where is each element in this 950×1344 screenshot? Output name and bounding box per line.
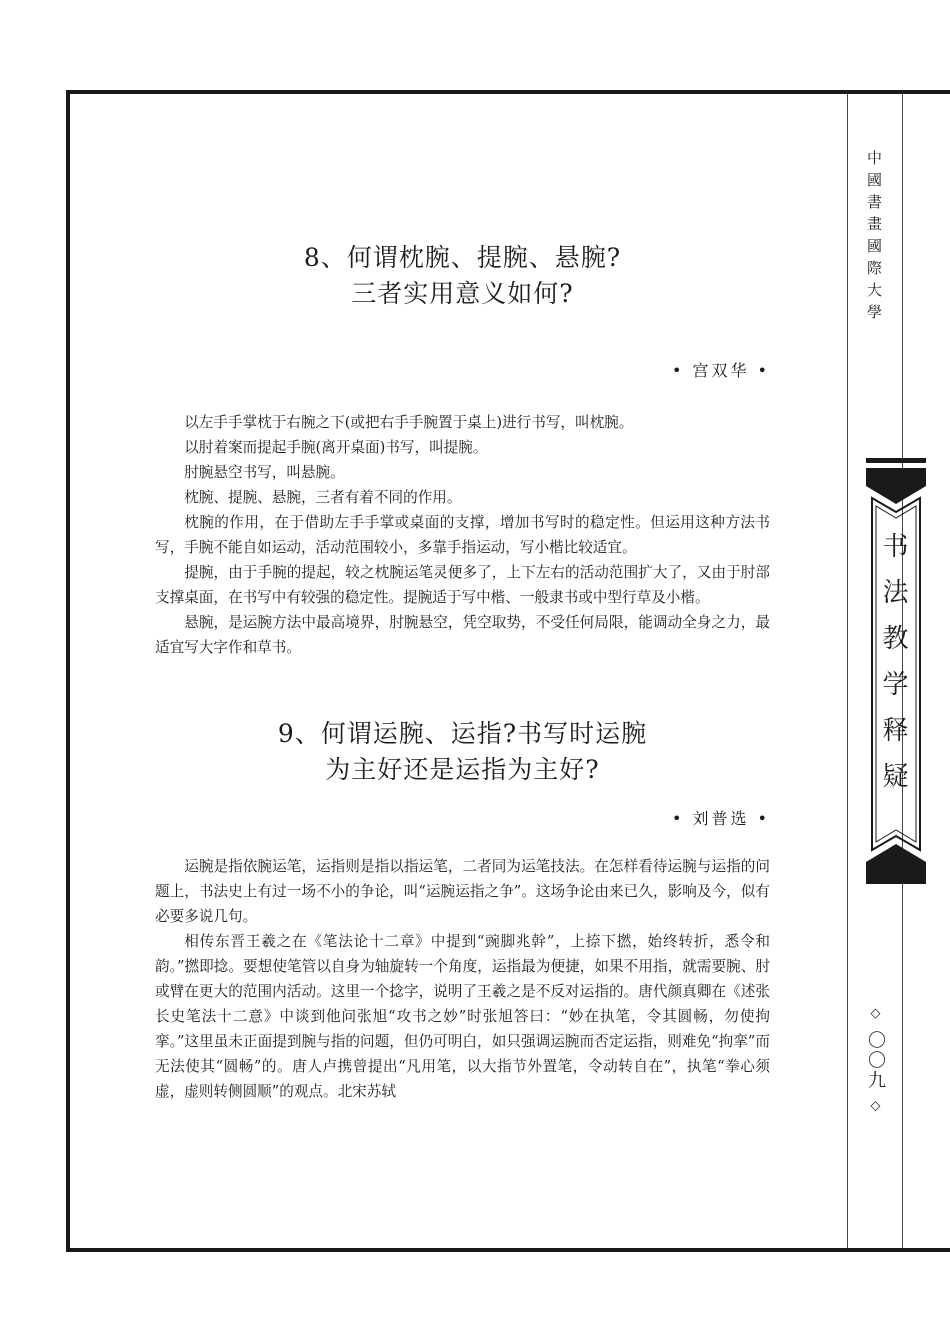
paragraph: 以肘着案而提起手腕(离开桌面)书写，叫提腕。 (184, 439, 488, 456)
page-frame-bottom-rule (66, 1248, 950, 1252)
paragraph: 以左手手掌枕于右腕之下(或把右手手腕置于桌上)进行书写，叫枕腕。 (184, 414, 634, 431)
paragraph: 运腕是指依腕运笔，运指则是指以指运笔，二者同为运笔技法。在怎样看待运腕与运指的问题上，书法史上有过一场不小的争论，叫“运腕运指之争”。这场争论由来已久，影响及今，似有必要多说几句。 (155, 858, 770, 925)
question-8-title-line-2: 三者实用意义如何? (351, 279, 574, 308)
question-8-body (155, 410, 770, 660)
question-9-heading (155, 716, 770, 788)
page-frame-left-rule (66, 90, 70, 1252)
question-9-body (155, 854, 770, 1104)
page-number-block (862, 1006, 888, 1115)
question-8-author: • 宫双华 • (671, 361, 770, 380)
paragraph: 枕腕的作用，在于借助左手手掌或桌面的支撑，增加书写时的稳定性。但运用这种方法书写，手腕不能自如运动，活动范围较小，多靠手指运动，写小楷比较适宜。 (155, 514, 770, 556)
section-banner (866, 458, 926, 890)
question-8-heading (155, 240, 770, 312)
diamond-icon: ◇ (868, 1098, 883, 1116)
side-column-rule-inner (847, 94, 848, 1248)
question-9-title-line-2: 为主好还是运指为主好? (325, 755, 600, 784)
page-frame-top-rule (66, 90, 950, 94)
question-9-title-line-1: 9、何谓运腕、运指?书写时运腕 (277, 719, 648, 748)
paragraph: 提腕，由于手腕的提起，较之枕腕运笔灵便多了，上下左右的活动范围扩大了，又由于肘部支撑桌面，在书写中有较强的稳定性。提腕适于写中楷、一般隶书或中型行草及小楷。 (155, 564, 770, 606)
question-8-title-line-1: 8、何谓枕腕、提腕、悬腕? (303, 243, 622, 272)
paragraph: 悬腕，是运腕方法中最高境界，肘腕悬空，凭空取势，不受任何局限，能调动全身之力，最适宜写大字作和草书。 (155, 614, 770, 656)
paragraph: 肘腕悬空书写，叫悬腕。 (184, 464, 345, 481)
page-number: 〇〇九 (865, 1030, 886, 1091)
diamond-icon: ◇ (868, 1006, 883, 1023)
book-title-vertical: 中國書畫國際大學 (865, 150, 883, 326)
section-label: 书法教学释疑 (878, 532, 908, 808)
question-9-author: • 刘普选 • (671, 809, 770, 828)
paragraph: 枕腕、提腕、悬腕，三者有着不同的作用。 (184, 489, 462, 506)
paragraph: 相传东晋王羲之在《笔法论十二章》中提到“豌脚兆幹”，上捺下撚，始终转折，悉令和韵。”撚即捻。要想使笔管以自身为轴旋转一个角度，运指最为便捷，如果不用指，就需要腕、肘或臂在更大的范围内活动。这里一个捻字，说明了王羲之是不反对运指的。唐代颜真卿在《述张长史笔法十二意》中谈到他问张旭“攻书之妙”时张旭答曰：“妙在执笔，令其圆畅，勿使拘挛。”这里虽未正面提到腕与指的问题，但仍可明白，如只强调运腕而否定运指，则难免“拘挛”而无法使其“圆畅”的。唐人卢携曾提出“凡用笔，以大指节外置笔，令动转自在”，执笔“拳心须虚，虚则转侧圆顺”的观点。北宋苏轼 (155, 933, 770, 1100)
